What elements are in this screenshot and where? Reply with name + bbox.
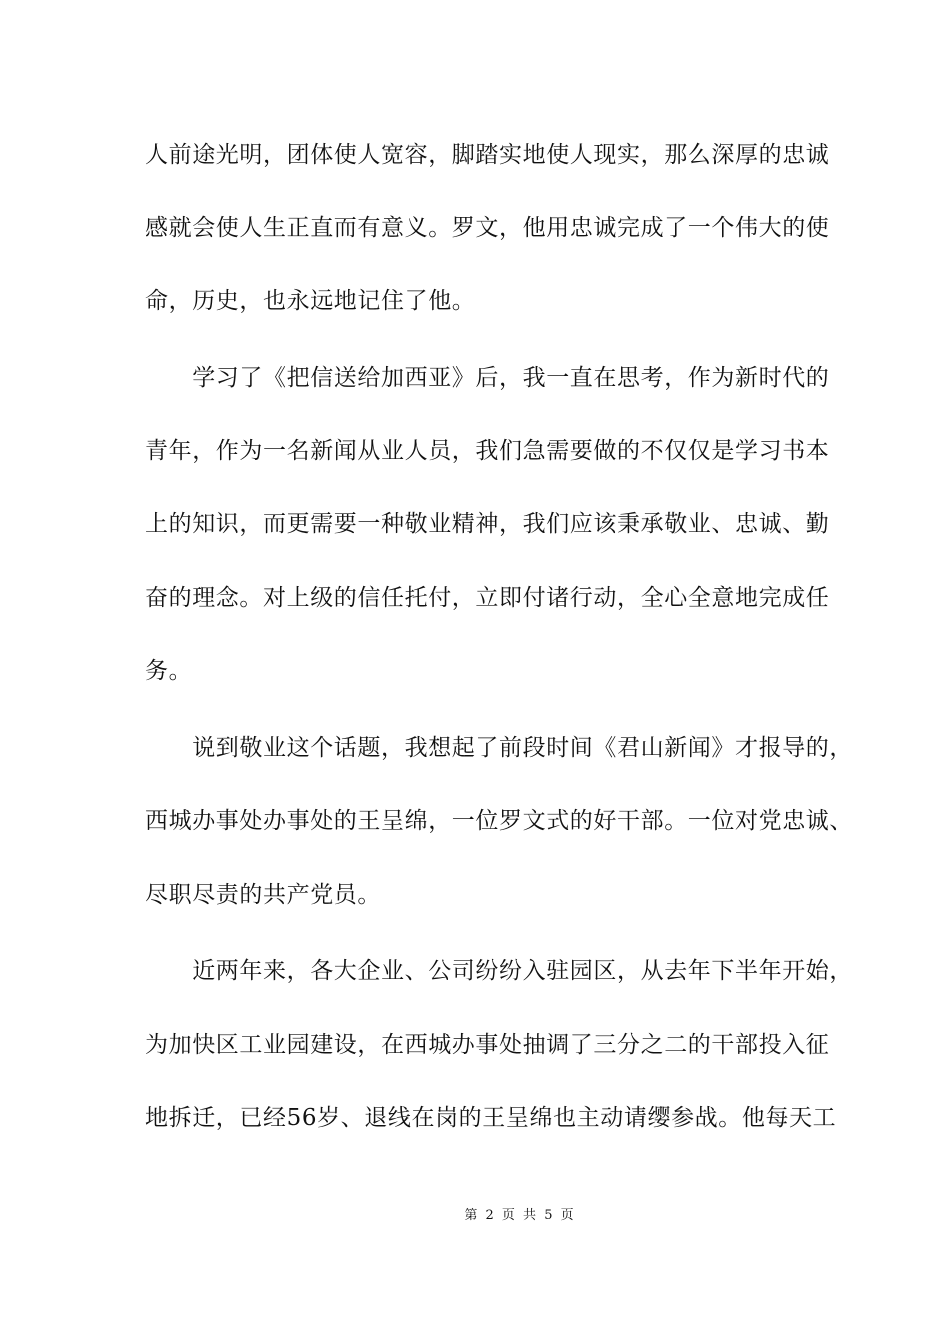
text-line: 地拆迁，已经56岁、退线在岗的王呈绵也主动请缨参战。他每天工 <box>145 1105 837 1131</box>
text-line: 务。 <box>145 658 193 684</box>
text-line: 为加快区工业园建设，在西城办事处抽调了三分之二的干部投入征 <box>145 1032 830 1058</box>
paragraph-start-line: 学习了《把信送给加西亚》后，我一直在思考，作为新时代的 <box>145 365 830 391</box>
text-line: 青年，作为一名新闻从业人员，我们急需要做的不仅仅是学习书本 <box>145 438 830 464</box>
text-line: 西城办事处办事处的王呈绵，一位罗文式的好干部。一位对党忠诚、 <box>145 808 853 834</box>
text-line: 上的知识，而更需要一种敬业精神，我们应该秉承敬业、忠诚、勤 <box>145 511 830 537</box>
text-line: 感就会使人生正直而有意义。罗文，他用忠诚完成了一个伟大的使 <box>145 215 830 241</box>
paragraph-start-line: 说到敬业这个话题，我想起了前段时间《君山新闻》才报导的， <box>145 735 853 761</box>
text-line: 命，历史，也永远地记住了他。 <box>145 288 476 314</box>
text-line: 奋的理念。对上级的信任托付，立即付诸行动，全心全意地完成任 <box>145 585 830 611</box>
text-line: 人前途光明，团体使人宽容，脚踏实地使人现实，那么深厚的忠诚 <box>145 142 830 168</box>
text-line: 尽职尽责的共产党员。 <box>145 882 381 908</box>
paragraph-start-line: 近两年来，各大企业、公司纷纷入驻园区，从去年下半年开始， <box>145 958 853 984</box>
page-number-footer: 第 2 页 共 5 页 <box>464 1208 576 1223</box>
